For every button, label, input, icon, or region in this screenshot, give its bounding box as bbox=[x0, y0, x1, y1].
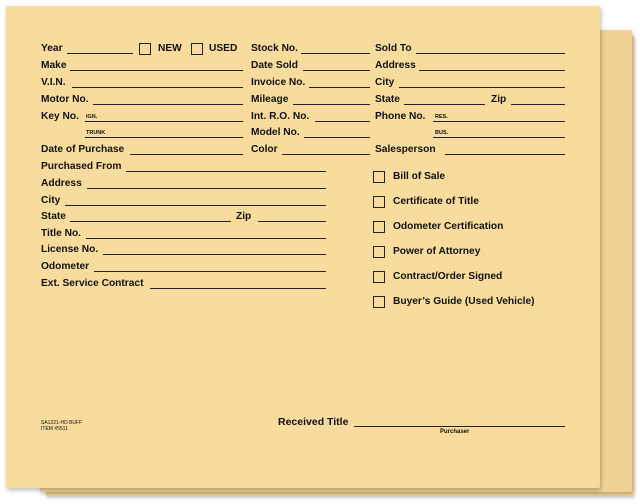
date-sold-field[interactable] bbox=[303, 70, 370, 71]
purchased-from-field[interactable] bbox=[126, 171, 326, 172]
vin-label: V.I.N. bbox=[41, 77, 66, 88]
sold-to-label: Sold To bbox=[375, 43, 412, 54]
license-no-label: License No. bbox=[41, 244, 99, 255]
checklist-label: Contract/Order Signed bbox=[393, 271, 503, 282]
title-no-field[interactable] bbox=[86, 238, 326, 239]
key-ign-field[interactable] bbox=[85, 121, 243, 122]
checkbox-bill-of-sale[interactable] bbox=[373, 171, 385, 183]
salesperson-label: Salesperson bbox=[375, 144, 436, 155]
state-label: State bbox=[41, 211, 66, 222]
zip-field[interactable] bbox=[258, 221, 326, 222]
mileage-label: Mileage bbox=[251, 94, 289, 105]
city2-field[interactable] bbox=[399, 87, 565, 88]
int-ro-no-label: Int. R.O. No. bbox=[251, 111, 310, 122]
date-of-purchase-field[interactable] bbox=[130, 154, 243, 155]
ign-label: IGN. bbox=[86, 114, 98, 120]
bus-label: BUS. bbox=[435, 130, 449, 136]
color-label: Color bbox=[251, 144, 278, 155]
new-checkbox[interactable] bbox=[139, 43, 151, 55]
title-no-label: Title No. bbox=[41, 228, 81, 239]
checklist-label: Buyer’s Guide (Used Vehicle) bbox=[393, 296, 535, 307]
new-label: NEW bbox=[158, 43, 182, 54]
trunk-label: TRUNK bbox=[86, 130, 106, 136]
deal-jacket-form bbox=[6, 6, 600, 488]
checklist-label: Power of Attorney bbox=[393, 246, 481, 257]
date-of-purchase-label: Date of Purchase bbox=[41, 144, 125, 155]
year-field[interactable] bbox=[67, 53, 133, 54]
license-no-field[interactable] bbox=[103, 254, 326, 255]
key-no-label: Key No. bbox=[41, 111, 79, 122]
phone-res-field[interactable] bbox=[433, 121, 565, 122]
stock-no-label: Stock No. bbox=[251, 43, 298, 54]
key-trunk-field[interactable] bbox=[85, 137, 243, 138]
checklist-label: Certificate of Title bbox=[393, 196, 479, 207]
mileage-field[interactable] bbox=[293, 104, 370, 105]
received-title-label: Received Title bbox=[278, 416, 349, 428]
state-field[interactable] bbox=[70, 221, 231, 222]
checkbox-odometer-certification[interactable] bbox=[373, 221, 385, 233]
invoice-no-field[interactable] bbox=[309, 87, 370, 88]
model-no-field[interactable] bbox=[304, 137, 370, 138]
phone-bus-field[interactable] bbox=[433, 137, 565, 138]
make-label: Make bbox=[41, 60, 67, 71]
stock-no-field[interactable] bbox=[301, 53, 370, 54]
invoice-no-label: Invoice No. bbox=[251, 77, 306, 88]
state2-label: State bbox=[375, 94, 400, 105]
address2-label: Address bbox=[375, 60, 416, 71]
item-code-1: SA1221-HD BUFF bbox=[41, 420, 83, 426]
used-label: USED bbox=[209, 43, 238, 54]
zip2-field[interactable] bbox=[511, 104, 565, 105]
checkbox-buyers-guide[interactable] bbox=[373, 296, 385, 308]
ext-service-contract-field[interactable] bbox=[150, 288, 326, 289]
odometer-label: Odometer bbox=[41, 261, 90, 272]
city2-label: City bbox=[375, 77, 395, 88]
phone-no-label: Phone No. bbox=[375, 111, 426, 122]
checklist-label: Odometer Certification bbox=[393, 221, 504, 232]
ext-service-contract-label: Ext. Service Contract bbox=[41, 278, 144, 289]
checkbox-certificate-of-title[interactable] bbox=[373, 196, 385, 208]
model-no-label: Model No. bbox=[251, 127, 300, 138]
address-label: Address bbox=[41, 178, 82, 189]
make-field[interactable] bbox=[70, 70, 243, 71]
address-field[interactable] bbox=[87, 188, 326, 189]
checklist-label: Bill of Sale bbox=[393, 171, 446, 182]
sold-to-field[interactable] bbox=[416, 53, 565, 54]
address2-field[interactable] bbox=[419, 70, 565, 71]
received-title-field[interactable] bbox=[354, 426, 565, 427]
color-field[interactable] bbox=[282, 154, 370, 155]
checkbox-contract-order-signed[interactable] bbox=[373, 271, 385, 283]
int-ro-no-field[interactable] bbox=[315, 121, 370, 122]
city-field[interactable] bbox=[65, 205, 326, 206]
zip-label: Zip bbox=[236, 211, 252, 222]
date-sold-label: Date Sold bbox=[251, 60, 298, 71]
checkbox-power-of-attorney[interactable] bbox=[373, 246, 385, 258]
odometer-field[interactable] bbox=[94, 271, 326, 272]
motor-no-label: Motor No. bbox=[41, 94, 89, 105]
salesperson-field[interactable] bbox=[445, 154, 565, 155]
zip2-label: Zip bbox=[491, 94, 507, 105]
year-label: Year bbox=[41, 43, 63, 54]
city-label: City bbox=[41, 195, 61, 206]
vin-field[interactable] bbox=[72, 87, 243, 88]
res-label: RES. bbox=[435, 114, 448, 120]
purchaser-label: Purchaser bbox=[440, 429, 470, 435]
used-checkbox[interactable] bbox=[191, 43, 203, 55]
item-code-2: ITEM #5511 bbox=[41, 426, 68, 432]
state2-field[interactable] bbox=[404, 104, 485, 105]
purchased-from-label: Purchased From bbox=[41, 161, 122, 172]
motor-no-field[interactable] bbox=[93, 104, 243, 105]
